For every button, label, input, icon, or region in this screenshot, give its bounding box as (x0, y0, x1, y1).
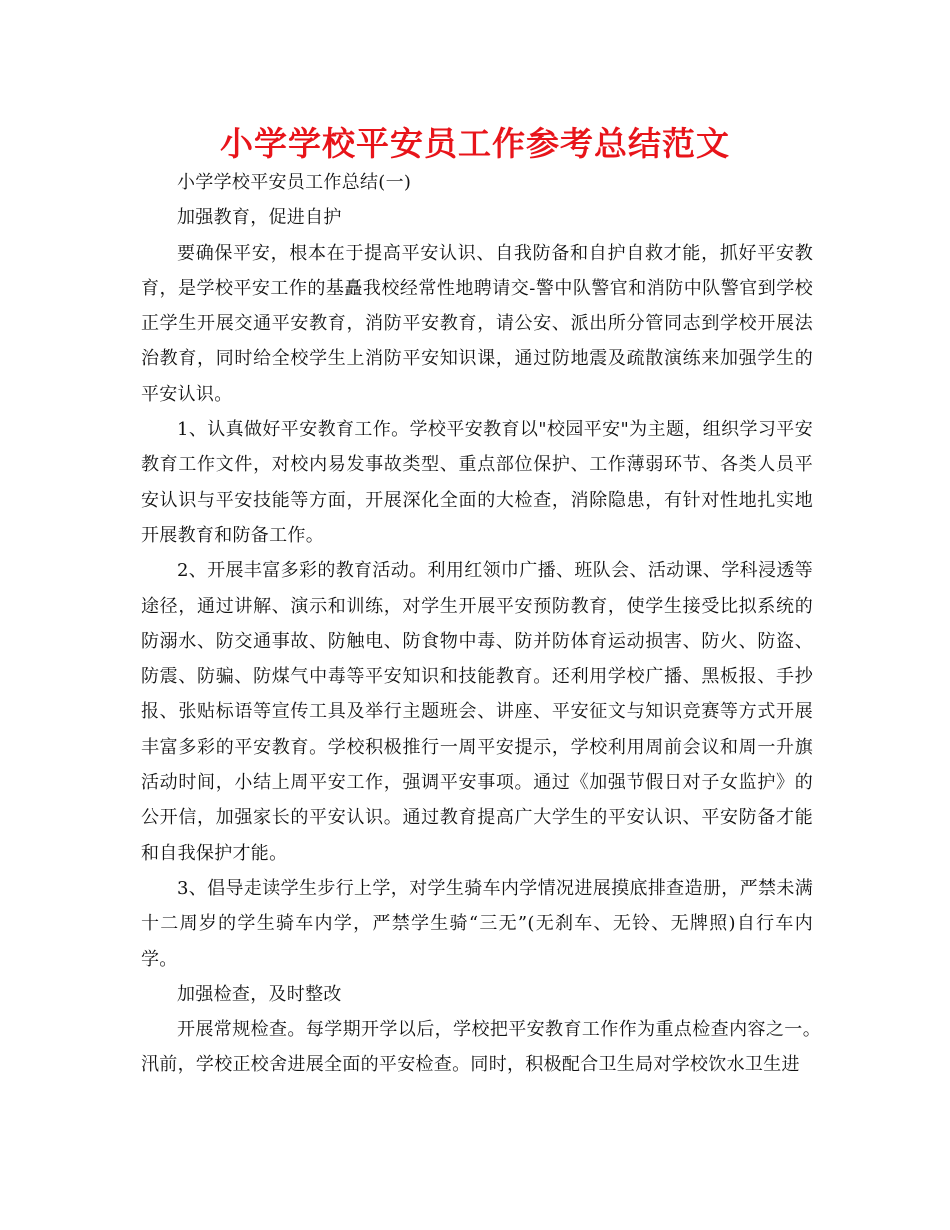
paragraph-item-3: 3、倡导走读学生步行上学，对学生骑车内学情况进展摸底排查造册，严禁未满十二周岁的学生骑车内学，严禁学生骑“三无”(无刹车、无铃、无牌照)自行车内学。 (141, 877, 813, 970)
paragraph-inspection: 开展常规检查。每学期开学以后，学校把平安教育工作作为重点检查内容之一。汛前，学校正校舍进展全面的平安检查。同时，积极配合卫生局对学校饮水卫生进 (141, 1019, 821, 1076)
paragraph-item-2: 2、开展丰富多彩的教育活动。利用红领巾广播、班队会、活动课、学科浸透等途径，通过讲解、演示和训练，对学生开展平安预防教育，使学生接受比拟系统的防溺水、防交通事故、防触电、防食物中毒、防并防体育运动损害、防火、防盗、防震、防骗、防煤气中毒等平安知识和技能教育。还利用学校广播、黑板报、手抄报、张贴标语等宣传工具及举行主题班会、讲座、平安征文与知识竞赛等方式开展丰富多彩的平安教育。学校积极推行一周平安提示，学校利用周前会议和周一升旗活动时间，小结上周平安工作，强调平安事项。通过《加强节假日对子女监护》的公开信，加强家长的平安认识。通过教育提高广大学生的平安认识、平安防备才能和自我保护才能。 (141, 560, 813, 864)
document-body (141, 165, 821, 1083)
document-title: 小学学校平安员工作参考总结范文 (220, 124, 730, 163)
section-subtitle: 小学学校平安员工作总结(一) (177, 172, 412, 193)
section-heading-inspection: 加强检查，及时整改 (177, 983, 342, 1005)
section-heading-education: 加强教育，促进自护 (177, 207, 342, 229)
paragraph-intro: 要确保平安，根本在于提高平安认识、自我防备和自护自救才能，抓好平安教育，是学校平安工作的基矗我校经常性地聘请交-警中队警官和消防中队警官到学校正学生开展交通平安教育，消防平安教育，请公安、派出所分管同志到学校开展法治教育，同时给全校学生上消防平安知识课，通过防地震及疏散演练来加强学生的平安认识。 (141, 242, 813, 405)
paragraph-item-1: 1、认真做好平安教育工作。学校平安教育以"校园平安"为主题，组织学习平安教育工作文件，对校内易发事故类型、重点部位保护、工作薄弱环节、各类人员平安认识与平安技能等方面，开展深化全面的大检查，消除隐患，有针对性地扎实地开展教育和防备工作。 (141, 419, 813, 546)
